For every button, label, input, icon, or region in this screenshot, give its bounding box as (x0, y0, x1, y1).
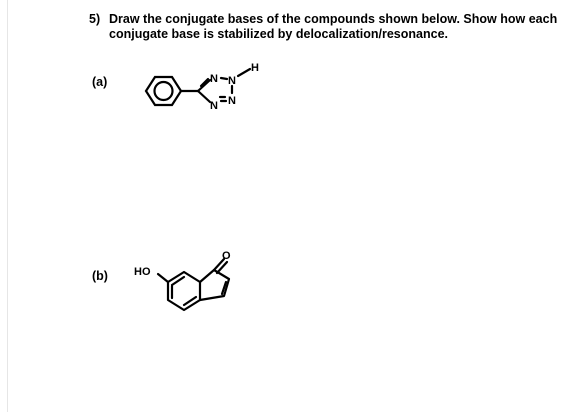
n-h-bond (238, 69, 250, 76)
part-b-label: (b) (92, 269, 108, 283)
question-text-line-1: Draw the conjugate bases of the compounds shown below. Show how each (109, 12, 558, 26)
atom-n1: N (210, 73, 218, 85)
atom-h: H (251, 62, 259, 74)
atom-n4: N (210, 100, 218, 112)
tetrazole-bond-n4-c (198, 91, 210, 102)
atom-n3: N (228, 95, 236, 107)
structure-b-hydroxyindenone (158, 259, 229, 310)
structure-a-atom-labels (210, 62, 259, 112)
atom-n2: N (228, 75, 236, 87)
atom-ho: HO (134, 266, 151, 278)
atom-o: O (222, 250, 231, 262)
aromatic-circle-a (155, 82, 173, 100)
question-number: 5) (89, 12, 101, 26)
part-a-label: (a) (92, 75, 108, 89)
tetrazole-bond-n1-n2 (221, 78, 227, 79)
ho-c-bond (158, 274, 168, 282)
question-text-line-2: conjugate base is stabilized by delocalization/resonance. (109, 27, 448, 41)
